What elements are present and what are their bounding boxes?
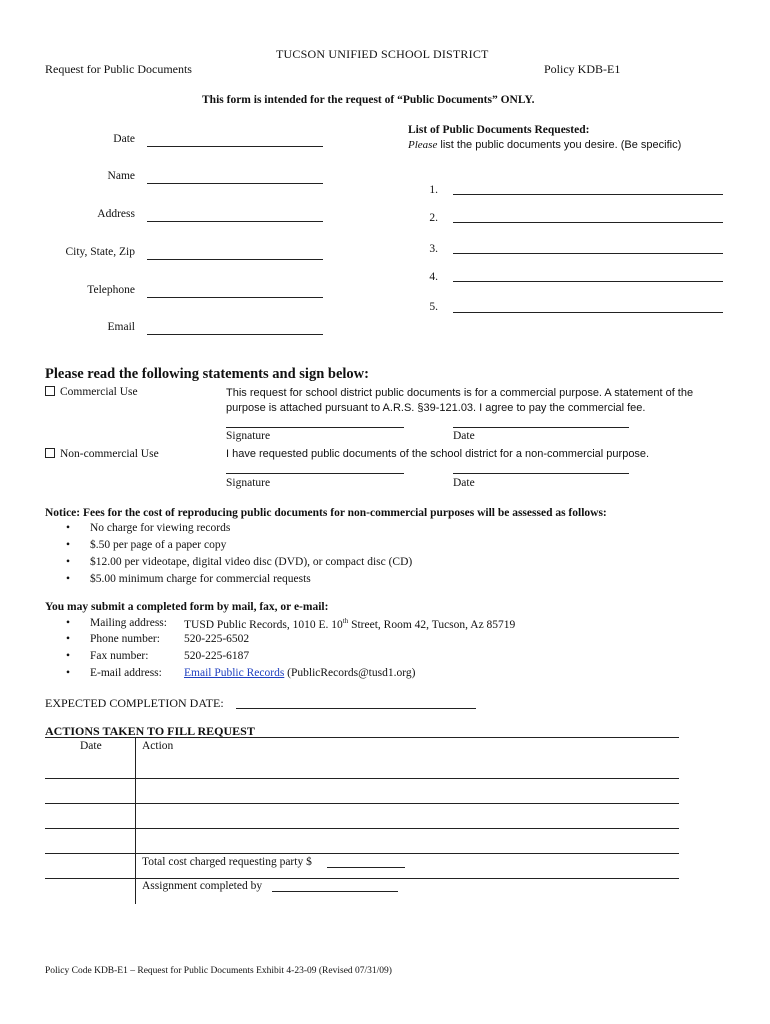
total-cost-field[interactable] xyxy=(327,867,405,868)
mailing-value xyxy=(184,617,515,631)
document-field-4[interactable] xyxy=(453,281,723,282)
noncommercial-date-line[interactable] xyxy=(453,473,629,474)
doc-num-3: 3. xyxy=(429,243,438,255)
fee-item: • $12.00 per videotape, digital video disc (DVD), or compact disc (CD) xyxy=(90,556,412,568)
documents-instruction xyxy=(408,139,681,151)
noncommercial-option[interactable] xyxy=(45,448,159,460)
assignment-field[interactable] xyxy=(272,891,398,892)
noncommercial-checkbox[interactable] xyxy=(45,448,55,458)
actions-row-line[interactable] xyxy=(45,803,679,804)
policy-code: Policy KDB-E1 xyxy=(544,62,621,76)
doc-num-1: 1. xyxy=(429,184,438,196)
email-address-text: (PublicRecords@tusd1.org) xyxy=(284,667,416,679)
please-text: Please xyxy=(408,139,438,151)
name-field[interactable] xyxy=(147,183,323,184)
documents-heading: List of Public Documents Requested: xyxy=(408,124,590,136)
document-field-1[interactable] xyxy=(453,194,723,195)
city-state-zip-label: City, State, Zip xyxy=(65,246,135,258)
actions-heading: ACTIONS TAKEN TO FILL REQUEST xyxy=(45,724,255,738)
commercial-option[interactable] xyxy=(45,386,138,398)
col-action-header: Action xyxy=(142,740,174,752)
commercial-signature-label: Signature xyxy=(226,430,271,442)
name-label: Name xyxy=(107,170,135,182)
completion-label: EXPECTED COMPLETION DATE: xyxy=(45,696,224,710)
actions-row-line[interactable] xyxy=(45,878,679,879)
commercial-date-line[interactable] xyxy=(453,427,629,428)
email-address-value xyxy=(184,667,415,679)
address-label: Address xyxy=(97,208,135,220)
date-label: Date xyxy=(113,133,135,145)
phone-value: 520-225-6502 xyxy=(184,633,250,645)
fax-value: 520-225-6187 xyxy=(184,650,250,662)
doc-num-4: 4. xyxy=(429,271,438,283)
assignment-label: Assignment completed by xyxy=(142,880,263,892)
address-field[interactable] xyxy=(147,221,323,222)
commercial-text-1: This request for school district public documents is for a commercial purpose. A statement of the xyxy=(226,387,694,399)
fees-notice: Notice: Fees for the cost of reproducing public documents for non-commercial purposes will be assessed as follows: xyxy=(45,507,607,519)
mailing-value-a: TUSD Public Records, 1010 E. 10 xyxy=(184,618,343,631)
form-name: Request for Public Documents xyxy=(45,62,192,76)
commercial-signature-line[interactable] xyxy=(226,427,404,428)
page-footer: Policy Code KDB-E1 – Request for Public Documents Exhibit 4-23-09 (Revised 07/31/09) xyxy=(45,966,392,976)
completion-date-field[interactable] xyxy=(236,708,476,709)
commercial-date-label: Date xyxy=(453,430,475,442)
actions-column-divider xyxy=(135,738,136,904)
noncommercial-label: Non-commercial Use xyxy=(60,448,159,460)
fee-item: • $.50 per page of a paper copy xyxy=(90,539,226,551)
city-state-zip-field[interactable] xyxy=(147,259,323,260)
noncommercial-text: I have requested public documents of the school district for a non-commercial purpose. xyxy=(226,448,650,460)
email-address-label: • E-mail address: xyxy=(90,667,162,679)
fee-item: • No charge for viewing records xyxy=(90,522,230,534)
telephone-field[interactable] xyxy=(147,297,323,298)
phone-label: • Phone number: xyxy=(90,633,160,645)
actions-row-line[interactable] xyxy=(45,853,679,854)
fax-label: • Fax number: xyxy=(90,650,148,662)
commercial-checkbox[interactable] xyxy=(45,386,55,396)
district-title: TUCSON UNIFIED SCHOOL DISTRICT xyxy=(276,47,489,61)
document-field-5[interactable] xyxy=(453,312,723,313)
fee-item: • $5.00 minimum charge for commercial requests xyxy=(90,573,311,585)
mailing-value-b: Street, Room 42, Tucson, Az 85719 xyxy=(348,618,516,631)
email-field[interactable] xyxy=(147,334,323,335)
email-label: Email xyxy=(107,321,135,333)
noncommercial-date-label: Date xyxy=(453,477,475,489)
actions-top-rule xyxy=(45,737,679,738)
date-field[interactable] xyxy=(147,146,323,147)
instruction-text: list the public documents you desire. (Be specific) xyxy=(437,139,682,151)
mailing-sup: th xyxy=(342,617,349,625)
email-public-records-link[interactable]: Email Public Records xyxy=(184,667,285,679)
actions-row-line[interactable] xyxy=(45,778,679,779)
telephone-label: Telephone xyxy=(87,284,135,296)
document-field-3[interactable] xyxy=(453,253,723,254)
statements-heading: Please read the following statements and sign below: xyxy=(45,366,369,382)
commercial-text-2: purpose is attached pursuant to A.R.S. §39-121.03. I agree to pay the commercial fee. xyxy=(226,402,646,414)
document-field-2[interactable] xyxy=(453,222,723,223)
total-cost-label: Total cost charged requesting party $ xyxy=(142,856,312,868)
col-date-header: Date xyxy=(80,740,102,752)
actions-row-line[interactable] xyxy=(45,828,679,829)
commercial-label: Commercial Use xyxy=(60,386,138,398)
mailing-label: • Mailing address: xyxy=(90,617,167,629)
intro-notice: This form is intended for the request of “Public Documents” ONLY. xyxy=(202,94,535,106)
doc-num-5: 5. xyxy=(429,301,438,313)
noncommercial-signature-label: Signature xyxy=(226,477,271,489)
noncommercial-signature-line[interactable] xyxy=(226,473,404,474)
doc-num-2: 2. xyxy=(429,212,438,224)
submit-heading: You may submit a completed form by mail, fax, or e-mail: xyxy=(45,601,329,613)
